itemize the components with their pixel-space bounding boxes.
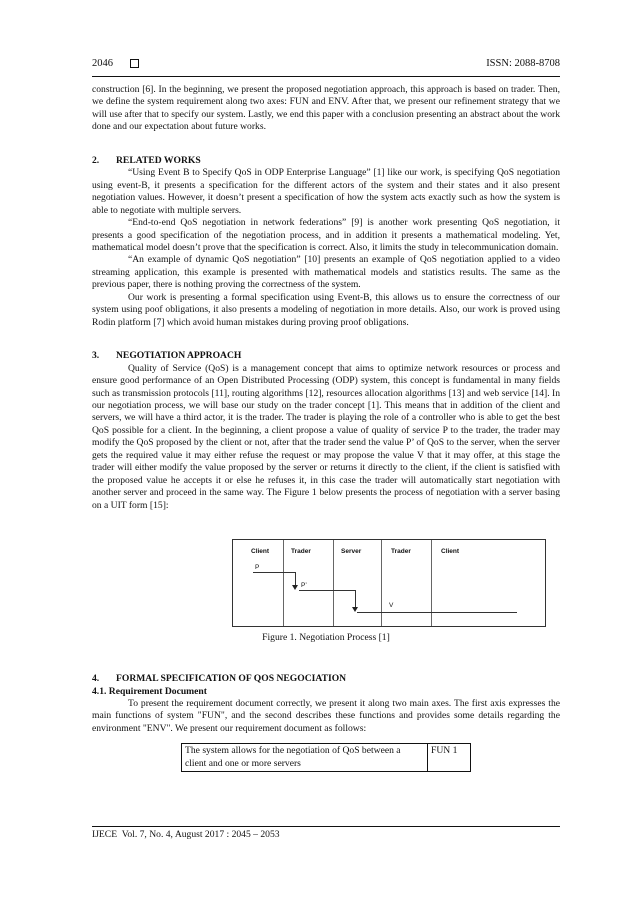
arrow-client-to-trader — [295, 572, 296, 586]
journal-name: IJECE — [92, 829, 118, 840]
line-server-to-client — [357, 612, 517, 613]
page-number: 2046 — [92, 58, 113, 69]
requirement-document-paragraph: To present the requirement document correctly, we present it along two main axes. The first axis expresses the main functions of system "FUN", and the second describes these functions and provides some details regarding the environment "ENV". We present our requirement document as follows: — [92, 697, 560, 734]
related-works-paragraph: Our work is presenting a formal specification using Event-B, this allows us to ensure the correctness of our system using poof obligations, it also presents a modeling of negotiation in more details. Also, our work is proved using Rodin platform [7] which avoid human mistakes during proving proof obligations. — [92, 291, 560, 328]
column-divider — [333, 540, 334, 626]
intro-paragraph: construction [6]. In the beginning, we present the proposed negotiation approach, this approach is based on trader. Then, we define the system requirement along two axes: FUN and ENV. After that, we present our refinement strategy that we will use after that to specify our system. Lastly, we end this paper with a conclusion presenting an abstract about the work done and our expectation about future works. — [92, 84, 560, 133]
column-divider — [283, 540, 284, 626]
column-header-trader: Trader — [291, 548, 311, 556]
column-header-client: Client — [441, 548, 460, 556]
article-body — [92, 84, 560, 772]
arrow-client-to-trader — [253, 572, 295, 573]
figure-caption: Figure 1. Negotiation Process [1] — [262, 632, 390, 644]
page-header — [92, 58, 560, 76]
table-row — [182, 744, 471, 772]
figure-1 — [92, 539, 560, 673]
section-heading-formal-specification: 4. FORMAL SPECIFICATION OF QOS NEGOCIATION — [92, 673, 347, 685]
column-header-client: Client — [251, 548, 270, 556]
header-rule — [92, 76, 560, 77]
subsection-heading-requirement-document: 4.1. Requirement Document — [92, 685, 207, 697]
arrow-trader-to-server — [355, 590, 356, 608]
arrow-trader-to-server — [299, 590, 355, 591]
label-p-prime: P’ — [301, 582, 307, 590]
section-heading-related-works: 2. RELATED WORKS — [92, 154, 201, 166]
related-works-paragraph: “End-to-end QoS negotiation in network federations” [9] is another work presenting QoS negotiation, it presents a good specification of the negotiation process, and in addition it presents a mathematical modeling. Yet, mathematical model doesn’t prove that the specification is correct. Also, it limits the study in telecommunication domain. — [92, 217, 560, 253]
requirement-table — [181, 743, 471, 772]
column-header-server: Server — [341, 548, 362, 556]
column-divider — [431, 540, 432, 626]
arrow-head — [292, 585, 298, 590]
issn-label: ISSN: 2088-8708 — [486, 58, 560, 69]
requirement-text-cell: The system allows for the negotiation of QoS between a client and one or more servers — [182, 744, 428, 772]
label-v: V — [389, 602, 394, 610]
negotiation-process-diagram — [232, 539, 546, 627]
page-footer — [92, 829, 280, 840]
section-heading-negotiation-approach: 3. NEGOTIATION APPROACH — [92, 350, 242, 362]
label-p: P — [255, 564, 260, 572]
requirement-id-cell: FUN 1 — [428, 744, 471, 772]
negotiation-approach-paragraph: Quality of Service (QoS) is a management concept that aims to optimize network resources or process and ensure good performance of an Open Distributed Processing (ODP) system, this concept is fundamental in many fields such as transmission protocols [11], routing algorithms [12], resources allocation algorithms [13] and web service [14]. In our negotiation process, we will base our study on the trader concept [1]. This means that in addition of the client and servers, we will have a third actor, it is the trader. The trader is playing the role of a controller who is able to get the best QoS possible for a client. In the beginning, a client propose a value of quality of service P to the trader, the trader may modify the QoS proposed by the client or not, after that the trader send the value P’ of QoS to the server, when the server gets the required value it may either refuse the request or may propose the value V that it may offer, at this stage the trader will either modify the value proposed by the server or returns it directly to the client, if the client is satisfied with the proposed value he accepts it or else he refuses it, in this case the trader will automatically start negotiation with another server and proceed in the same way. The Figure 1 below presents the process of negotiation with a server basing on a UIT form [15]: — [92, 362, 560, 511]
journal-citation: Vol. 7, No. 4, August 2017 : 2045 – 2053 — [121, 829, 280, 840]
column-header-trader: Trader — [391, 548, 411, 556]
related-works-paragraph: “Using Event B to Specify QoS in ODP Enterprise Language” [1] like our work, is specifying QoS negotiation using event-B, it presents a specification for the different actors of the system and their states and it also present negotiation values. However, it doesn’t present a specification of how the system acts exactly such as how the system is able to negotiate with multiple servers. — [92, 167, 560, 216]
checkbox-square-icon — [130, 59, 139, 68]
column-divider — [381, 540, 382, 626]
footer-rule — [92, 826, 560, 827]
related-works-paragraph: “An example of dynamic QoS negotiation” [10] presents an example of QoS negotiation applied to a video streaming application, this example is presented with mathematical models and statistics results. The same as the previous paper, there is nothing proving the correctness of the system. — [92, 254, 560, 291]
